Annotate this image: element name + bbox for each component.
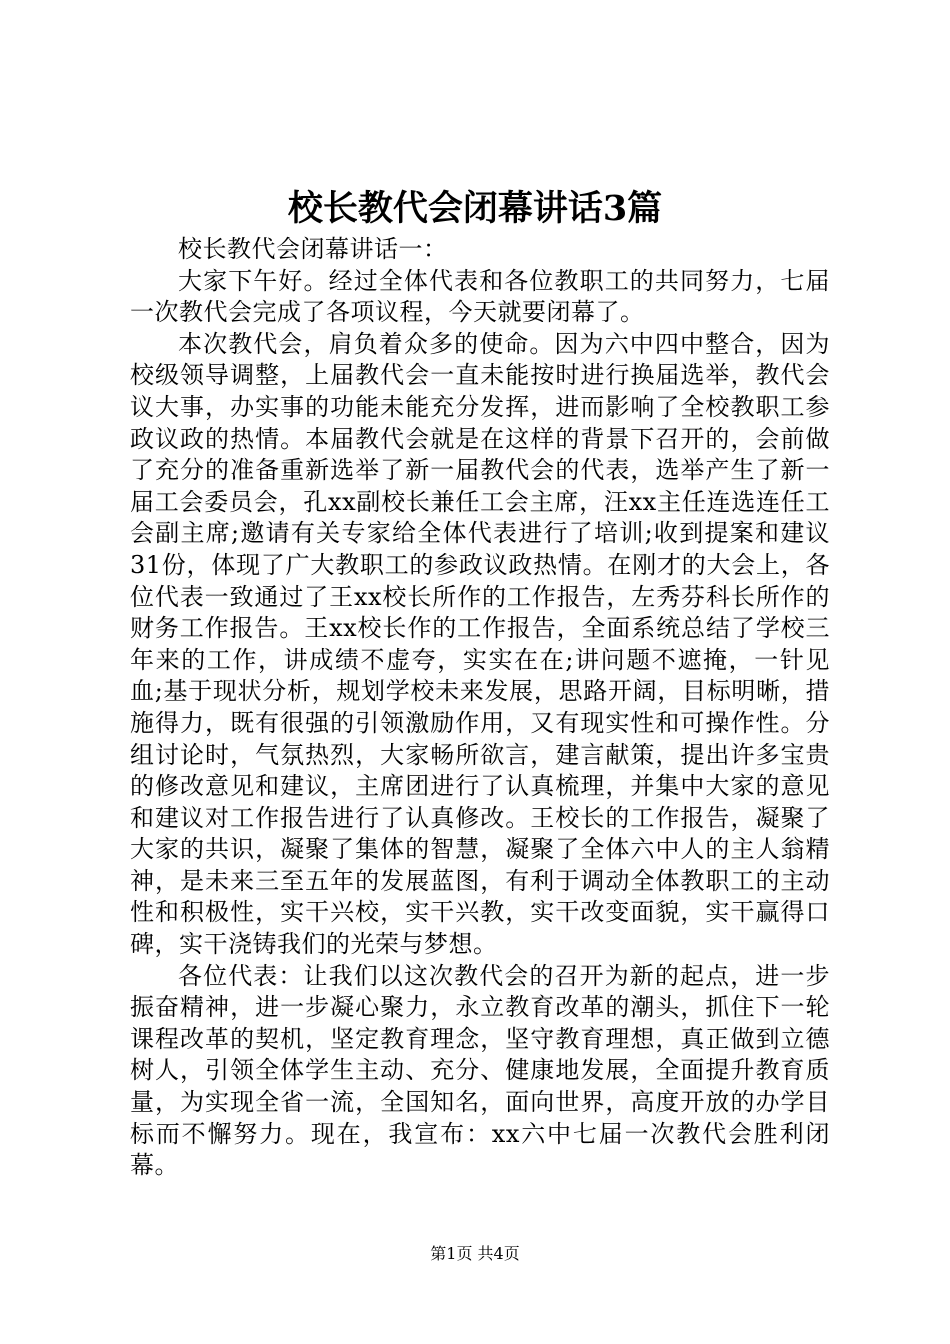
- page-footer: 第1页 共4页: [430, 1244, 520, 1263]
- section-heading: 校长教代会闭幕讲话一：: [178, 235, 448, 263]
- paragraph-greeting: 大家下午好。经过全体代表和各位教职工的共同努力，七届一次教代会完成了各项议程，今天就要闭幕了。: [130, 266, 830, 327]
- paragraph-main: 本次教代会，肩负着众多的使命。因为六中四中整合，因为校级领导调整，上届教代会一直未能按时进行换届选举，教代会议大事，办实事的功能未能充分发挥，进而影响了全校教职工参政议政的热情。本届教代会就是在这样的背景下召开的，会前做了充分的准备重新选举了新一届教代会的代表，选举产生了新一届工会委员会，孔xx副校长兼任工会主席，汪xx主任连选连任工会副主席;邀请有关专家给全体代表进行了培训;收到提案和建议31份，体现了广大教职工的参政议政热情。在刚才的大会上，各位代表一致通过了王xx校长所作的工作报告，左秀芬科长所作的财务工作报告。王xx校长作的工作报告，全面系统总结了学校三年来的工作，讲成绩不虚夸，实实在在;讲问题不遮掩，一针见血;基于现状分析，规划学校未来发展，思路开阔，目标明晰，措施得力，既有很强的引领激励作用，又有现实性和可操作性。分组讨论时，气氛热烈，大家畅所欲言，建言献策，提出许多宝贵的修改意见和建议，主席团进行了认真梳理，并集中大家的意见和建议对工作报告进行了认真修改。王校长的工作报告，凝聚了大家的共识，凝聚了集体的智慧，凝聚了全体六中人的主人翁精神，是未来三至五年的发展蓝图，有利于调动全体教职工的主动性和积极性，实干兴校，实干兴教，实干改变面貌，实干赢得口碑，实干浇铸我们的光荣与梦想。: [130, 329, 830, 959]
- document-title: 校长教代会闭幕讲话3篇: [287, 188, 663, 229]
- document-body: [130, 234, 830, 1182]
- paragraph-closing: 各位代表：让我们以这次教代会的召开为新的起点，进一步振奋精神，进一步凝心聚力，永立教育改革的潮头，抓住下一轮课程改革的契机，坚定教育理念，坚守教育理想，真正做到立德树人，引领全体学生主动、充分、健康地发展，全面提升教育质量，为实现全省一流，全国知名，面向世界，高度开放的办学目标而不懈努力。现在，我宣布：xx六中七届一次教代会胜利闭幕。: [130, 961, 830, 1180]
